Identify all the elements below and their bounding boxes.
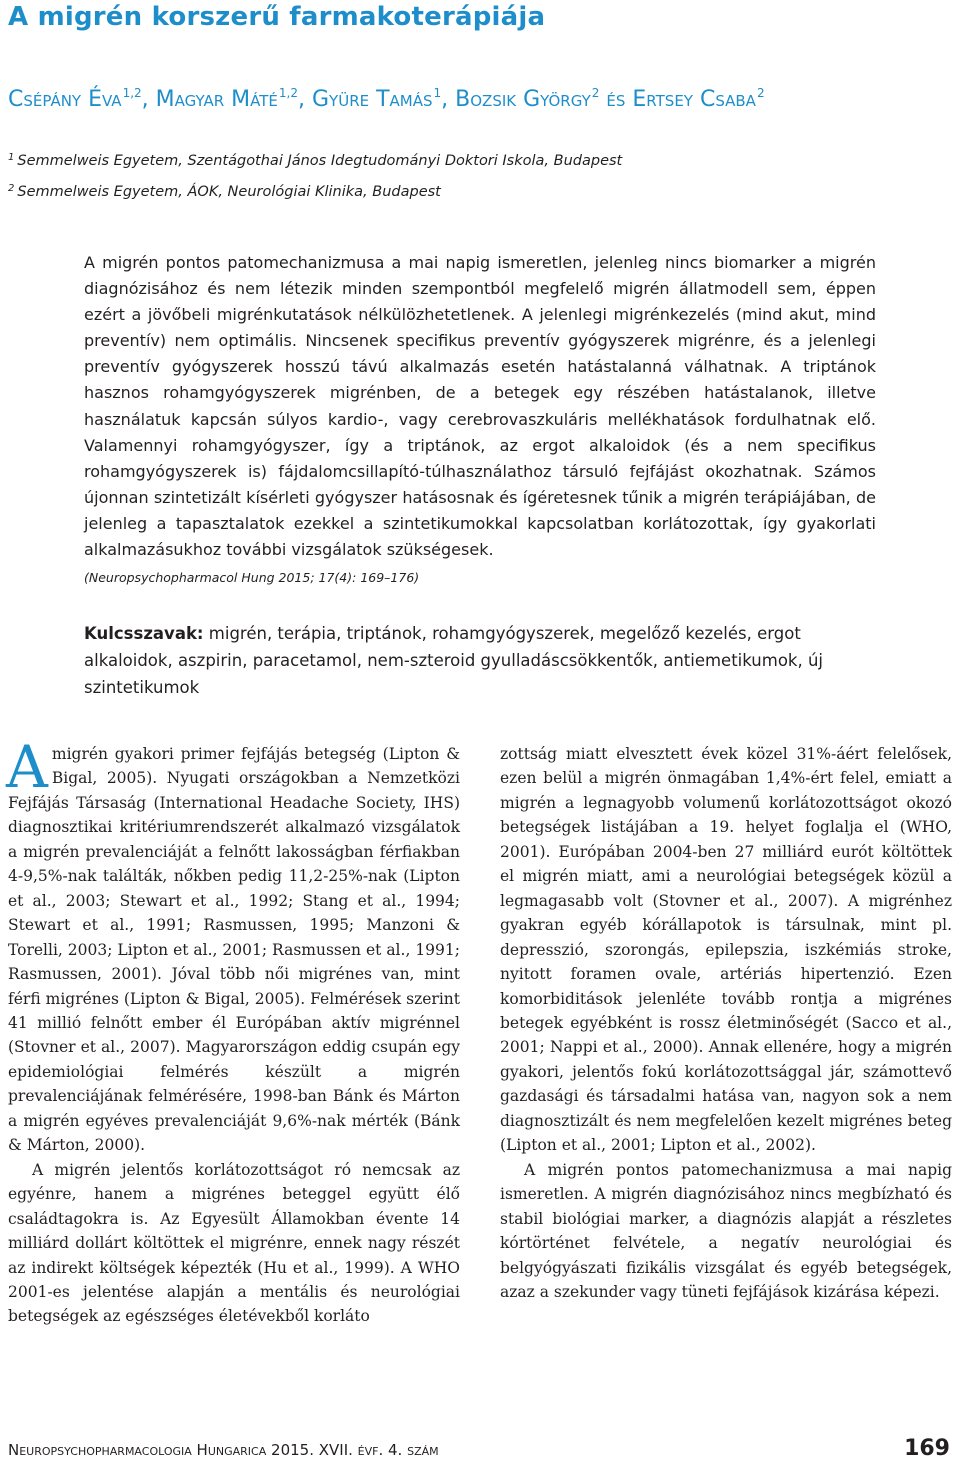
keywords <box>84 620 876 701</box>
affiliation-list <box>8 144 622 206</box>
affiliation: $^2$ Semmelweis Egyetem, ÁOK, Neurológiai Klinika, Budapest <box>8 183 441 200</box>
author: Ertsey Csaba$^2$ <box>632 86 765 112</box>
author-list <box>8 86 765 112</box>
keywords-label: Kulcsszavak: <box>84 624 204 643</box>
journal-footer <box>8 1441 439 1459</box>
body-paragraph: A migrén pontos patomechanizmusa a mai napig ismeretlen. A migrén diagnózisához nincs megbízható és stabil biológiai marker, a diagnózis alapját a részletes kórtörténet felvétele, a negatív neurológiai és belgyógyászati fizikális vizsgálat és egyéb betegségek, azaz a szekunder vagy tüneti fejfájások kizárása képezi. <box>500 1160 952 1301</box>
author: Csépány Éva$^{1,2}$, <box>8 86 156 112</box>
keywords-text: migrén, terápia, triptánok, rohamgyógyszerek, megelőző kezelés, ergot alkaloidok, aszpirin, paracetamol, nem-szteroid gyulladáscsökkentők, antiemetikumok, új szintetikumok <box>84 624 824 697</box>
journal-issue: 2015. XVII. évf. 4. szám <box>271 1441 439 1459</box>
author: Magyar Máté$^{1,2}$, <box>155 86 312 112</box>
author: Bozsik György$^2$ és <box>455 86 633 112</box>
journal-name: Neuropsychopharmacologia Hungarica <box>8 1441 267 1459</box>
body-column-left <box>6 733 460 1329</box>
drop-cap: A <box>6 733 48 801</box>
article-title: A migrén korszerű farmakoterápiája <box>8 2 546 32</box>
body-paragraph: zottság miatt elvesztett évek közel 31%-áért felelősek, ezen belül a migrén önmagában 1,4%-ért felel, emiatt a migrén a legnagyobb volumenű korlátozottságot okozó betegségek listájában a 19. helyet foglalja el (WHO, 2001). Európában 2004-ben 27 milliárd eurót költöttek el migrén miatt, ami a neurológiai betegségek közül a legmagasabb volt (Stovner et al., 2007). A migrénhez gyakran egyéb kórállapotok is társulnak, mint pl. depresszió, szorongás, epilepszia, iszkémiás stroke, nyitott foramen ovale, artériás hipertenzió. Ezen komorbiditások jelenléte tovább rontja a migrénes betegek egyébként is rossz életminőségét (Sacco et al., 2001; Nappi et al., 2000). Annak ellenére, hogy a migrén gyakori, jelentős fokú korlátozottsággal jár, számottevő gazdasági és társadalmi hatása van, nagyon sok a nem diagnosztizált és nem megfelelően kezelt migrénes beteg (Lipton et al., 2001; Lipton et al., 2002). <box>500 745 952 1155</box>
author: Gyüre Tamás$^1$, <box>312 86 456 112</box>
page-number: 169 <box>904 1436 950 1461</box>
abstract: A migrén pontos patomechanizmusa a mai napig ismeretlen, jelenleg nincs biomarker a migrén diagnózisához és nem létezik minden szempontból megfelelő migrén állatmodell sem, éppen ezért a jövőbeli migrénkutatások nélkülözhetetlenek. A jelenlegi migrénkezelés (mind akut, mind preventív) nem optimális. Nincsenek specifikus preventív gyógyszerek migrénre, és a jelenlegi preventív gyógyszerek hosszú távú alkalmazás esetén hatástalanná válhatnak. A triptánok hasznos rohamgyógyszerek migrénben, de a betegek egy részében hatástalanok, illetve használatuk kapcsán súlyos kardio-, vagy cerebrovaszkuláris mellékhatások fordulhatnak elő. Valamennyi rohamgyógyszer, így a triptánok, az ergot alkaloidok (és a nem specifikus rohamgyógyszerek is) fájdalomcsillapító-túlhasználathoz társuló fejfájást okozhatnak. Számos újonnan szintetizált kísérleti gyógyszer hatásosnak és ígéretesnek tűnik a migrén terápiájában, de jelenleg a tapasztalatok ezekkel a szintetikumokkal kapcsolatban korlátozottak, így gyakorlati alkalmazásukhoz további vizsgálatok szükségesek. <box>84 253 876 560</box>
citation: (Neuropsychopharmacol Hung 2015; 17(4): 169–176) <box>84 570 420 585</box>
body-column-right <box>500 742 952 1304</box>
affiliation: $^1$ Semmelweis Egyetem, Szentágothai János Idegtudományi Doktori Iskola, Budapest <box>8 152 623 169</box>
body-paragraph: Amigrén gyakori primer fejfájás betegség (Lipton & Bigal, 2005). Nyugati országokban a Nemzetközi Fejfájás Társaság (International Headache Society, IHS) diagnosztikai kritériumrendszerét alkalmazó vizsgálatok a migrén prevalenciáját a felnőtt lakosságban férfiakban 4-9,5%-nak találták, nőkben pedig 11,2-25%-nak (Lipton et al., 2003; Stewart et al., 1992; Stang et al., 1994; Stewart et al., 1991; Rasmussen, 1995; Manzoni & Torelli, 2003; Lipton et al., 2001; Rasmussen et al., 1991; Rasmussen, 2001). Jóval több női migrénes van, mint férfi migrénes (Lipton & Bigal, 2005). Felmérések szerint 41 millió felnőtt ember él Európában aktív migrénnel (Stovner et al., 2007). Magyarországon eddig csupán egy epidemiológiai felmérés készült a migrén prevalenciájának felmérésére, 1998-ban Bánk és Márton a migrén egyéves prevalenciáját 9,6%-nak mérték (Bánk & Márton, 2000). <box>6 733 460 1155</box>
body-paragraph: A migrén jelentős korlátozottságot ró nemcsak az egyénre, hanem a migrénes beteggel együtt élő családtagokra is. Az Egyesült Államokban évente 14 milliárd dollárt költöttek el migrénre, ennek nagy részét az indirekt költségek képezték (Hu et al., 1999). A WHO 2001-es jelentése alapján a mentális és neurológiai betegségek az egészséges életévekből korláto <box>8 1160 460 1326</box>
